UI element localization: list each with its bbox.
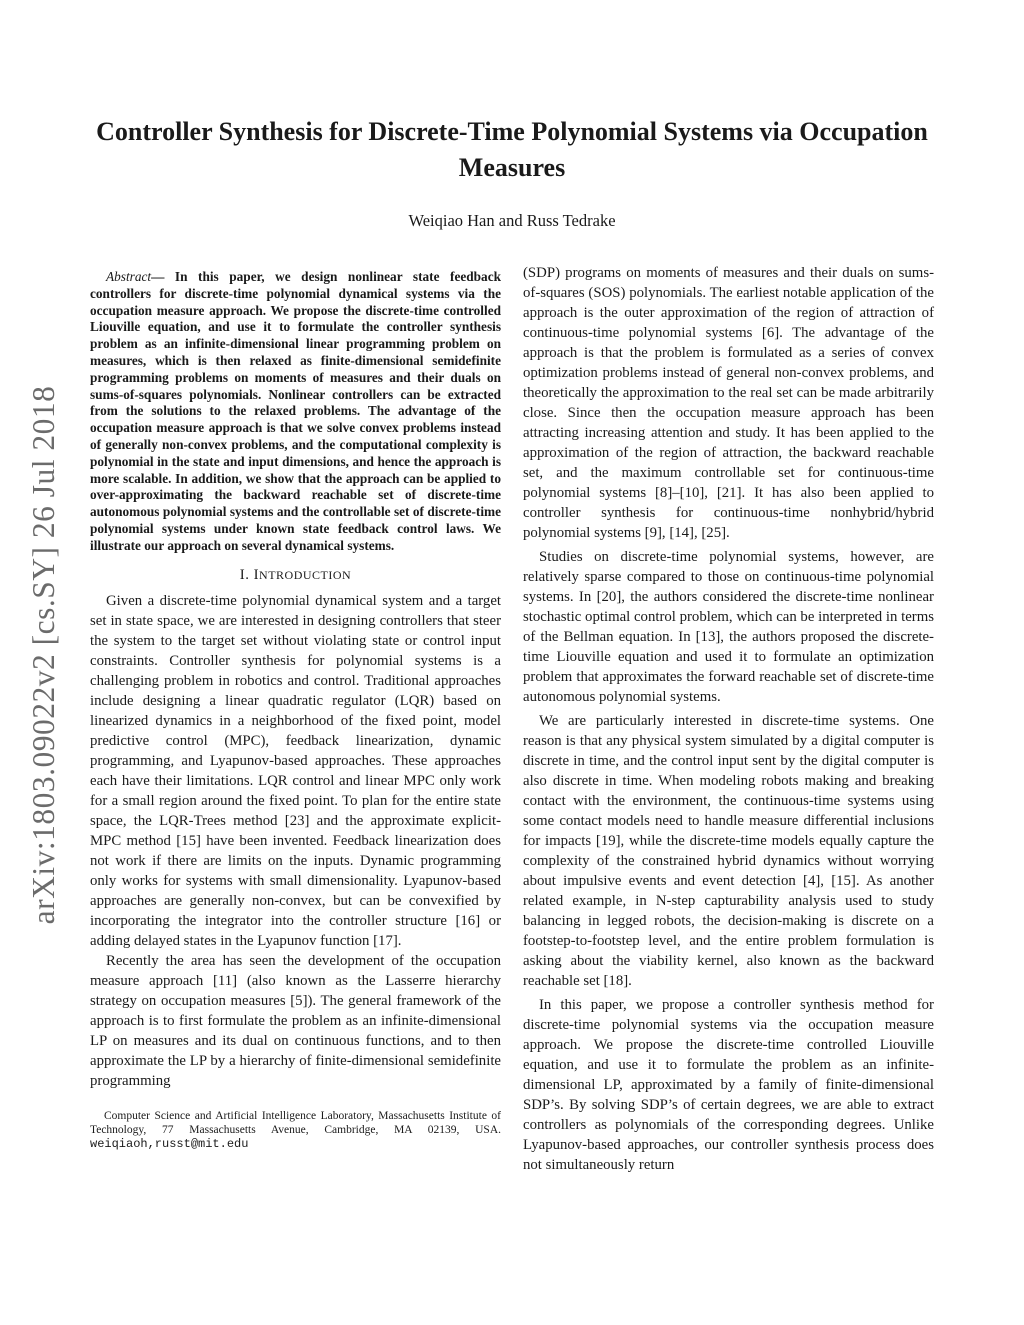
- affiliation-text: Computer Science and Artificial Intelligence Laboratory, Massachusetts Institute of Technology, 77 Massachusetts Avenue, Cambridge, MA 02139, USA.: [90, 1109, 501, 1136]
- paper-authors: Weiqiao Han and Russ Tedrake: [408, 211, 616, 230]
- paper-title: Controller Synthesis for Discrete-Time Polynomial Systems via Occupation Measures: [96, 117, 928, 182]
- section-title-rest: NTRODUCTION: [259, 567, 352, 582]
- body-paragraph: In this paper, we propose a controller synthesis method for discrete-time polynomial systems via the occupation measure approach. We propose the discrete-time controlled Liouville equation, and use it to formulate the problem as an infinite-dimensional LP, approximated by a family of finite-dimensional SDP’s. By solving SDP’s of certain degrees, we are able to extract controllers as polynomials of the corresponding degrees. Unlike Lyapunov-based approaches, our controller synthesis process does not simultaneously return: [523, 997, 934, 1173]
- body-paragraph: Studies on discrete-time polynomial systems, however, are relatively sparse compared to those on continuous-time polynomial systems. In [20], the authors considered the discrete-time nonlinear stochastic optimal control problem, which can be interpreted in terms of the Bellman equation. In [13], the authors proposed the discrete-time Liouville equation and used it to formulate an optimization problem that approximates the forward reachable set of discrete-time autonomous polynomial systems.: [523, 549, 934, 705]
- author-affiliation-footnote: [90, 1109, 501, 1151]
- section-title-initial: I: [253, 566, 260, 583]
- body-paragraph: We are particularly interested in discrete-time systems. One reason is that any physical system simulated by a digital computer is discrete in time, and the control input sent by the digital computer is also discrete in time. When modeling robots making and breaking contact with the environment, the continuous-time systems using some contact models need to handle measure differential inclusions for impacts [19], while the discrete-time models equally capture the complexity of the constrained hybrid dynamics without worrying about impulsive events and event detection [4], [15]. As another related example, in N-step capturability analysis used to study balancing in legged robots, the decision-making is discrete on a footstep-to-footstep level, and the entire problem formulation is asking about the viability kernel, also known as the backward reachable set [18].: [523, 713, 934, 989]
- abstract-label: Abstract: [106, 269, 152, 284]
- abstract-text: In this paper, we design nonlinear state feedback controllers for discrete-time polynomial dynamical systems via the occupation measure approach. We propose the discrete-time controlled Liouville equation, and use it to formulate the controller synthesis problem as an infinite-dimensional linear programming problem on measures, which is then relaxed as finite-dimensional semidefinite programming problems on moments of measures and their duals on sums-of-squares polynomials. Nonlinear controllers can be extracted from the solutions to the relaxed problems. The advantage of the occupation measure approach is that we solve convex problems instead of generally non-convex problems, and the computational complexity is polynomial in the state and input dimensions, and hence the approach is more scalable. In addition, we show that the approach can be applied to over-approximating the backward reachable set of discrete-time autonomous polynomial systems and the controllable set of discrete-time polynomial systems under known state feedback control laws. We illustrate our approach on several dynamical systems.: [90, 269, 501, 553]
- arxiv-identifier: arXiv:1803.09022v2 [cs.SY] 26 Jul 2018: [26, 385, 61, 925]
- body-paragraph: Recently the area has seen the development of the occupation measure approach [11] (also known as the Lasserre hierarchy strategy on occupation measures [5]). The general framework of the approach is to first formulate the problem as an infinite-dimensional LP on measures and its dual on continuous functions, and to then approximate the LP by a hierarchy of finite-dimensional semidefinite programming: [90, 952, 501, 1089]
- body-paragraph: (SDP) programs on moments of measures and their duals on sums-of-squares (SOS) polynomials. The earliest notable application of the approach is the outer approximation of the region of attraction of continuous-time polynomial systems [6]. The advantage of the approach is that the problem is formulated as a series of convex optimization problems instead of general non-convex problems, and theoretically the approximation to the real set can be made arbitrarily close. Since then the occupation measure approach has been attracting increasing attention and study. It has been applied to the approximation of the region of attraction, the backward reachable set, and the maximum controllable set for continuous-time polynomial systems [8]–[10], [21]. It has also been applied to controller synthesis for continuous-time nonhybrid/hybrid polynomial systems [9], [14], [25].: [523, 265, 934, 541]
- abstract: Abstract— In this paper, we design nonlinear state feedback controllers for discrete-time polynomial dynamical systems via the occupation measure approach. We propose the discrete-time controlled Liouville equation, and use it to formulate the controller synthesis problem as an infinite-dimensional linear programming problem on measures, which is then relaxed as finite-dimensional semidefinite programming problems on moments of measures and their duals on sums-of-squares polynomials. Nonlinear controllers can be extracted from the solutions to the relaxed problems. The advantage of the occupation measure approach is that we solve convex problems instead of generally non-convex problems, and the computational complexity is polynomial in the state and input dimensions, and hence the approach is more scalable. In addition, we show that the approach can be applied to over-approximating the backward reachable set of discrete-time autonomous polynomial systems and the controllable set of discrete-time polynomial systems under known state feedback control laws. We illustrate our approach on several dynamical systems.: [90, 269, 501, 553]
- section-numeral: I.: [239, 566, 250, 583]
- left-column: [90, 269, 501, 1151]
- right-column: [523, 265, 934, 1175]
- body-paragraph: Given a discrete-time polynomial dynamical system and a target set in state space, we are interested in designing controllers that steer the system to the target set without violating state or control input constraints. Controller synthesis for polynomial systems is a challenging problem in robotics and control. Traditional approaches include designing a linear quadratic regulator (LQR) based on linearized dynamics in a neighborhood of the fixed point, model predictive control (MPC), feedback linearization, dynamic programming, and Lyapunov-based approaches. These approaches each have their limitations. LQR control and linear MPC only work for a small region around the fixed point. To plan for the entire state space, the LQR-Trees method [23] and the approximate explicit-MPC method [15] have been invented. Feedback linearization does not work if there are limits on the inputs. Dynamic programming only works for systems with small dimensionality. Lyapunov-based approaches are generally non-convex, but can be convexified by incorporating the integrator into the controller structure [16] or adding delayed states in the Lyapunov function [17].: [90, 592, 501, 949]
- section-heading-introduction: [90, 565, 501, 585]
- author-emails[interactable]: weiqiaoh,russt@mit.edu: [90, 1136, 249, 1151]
